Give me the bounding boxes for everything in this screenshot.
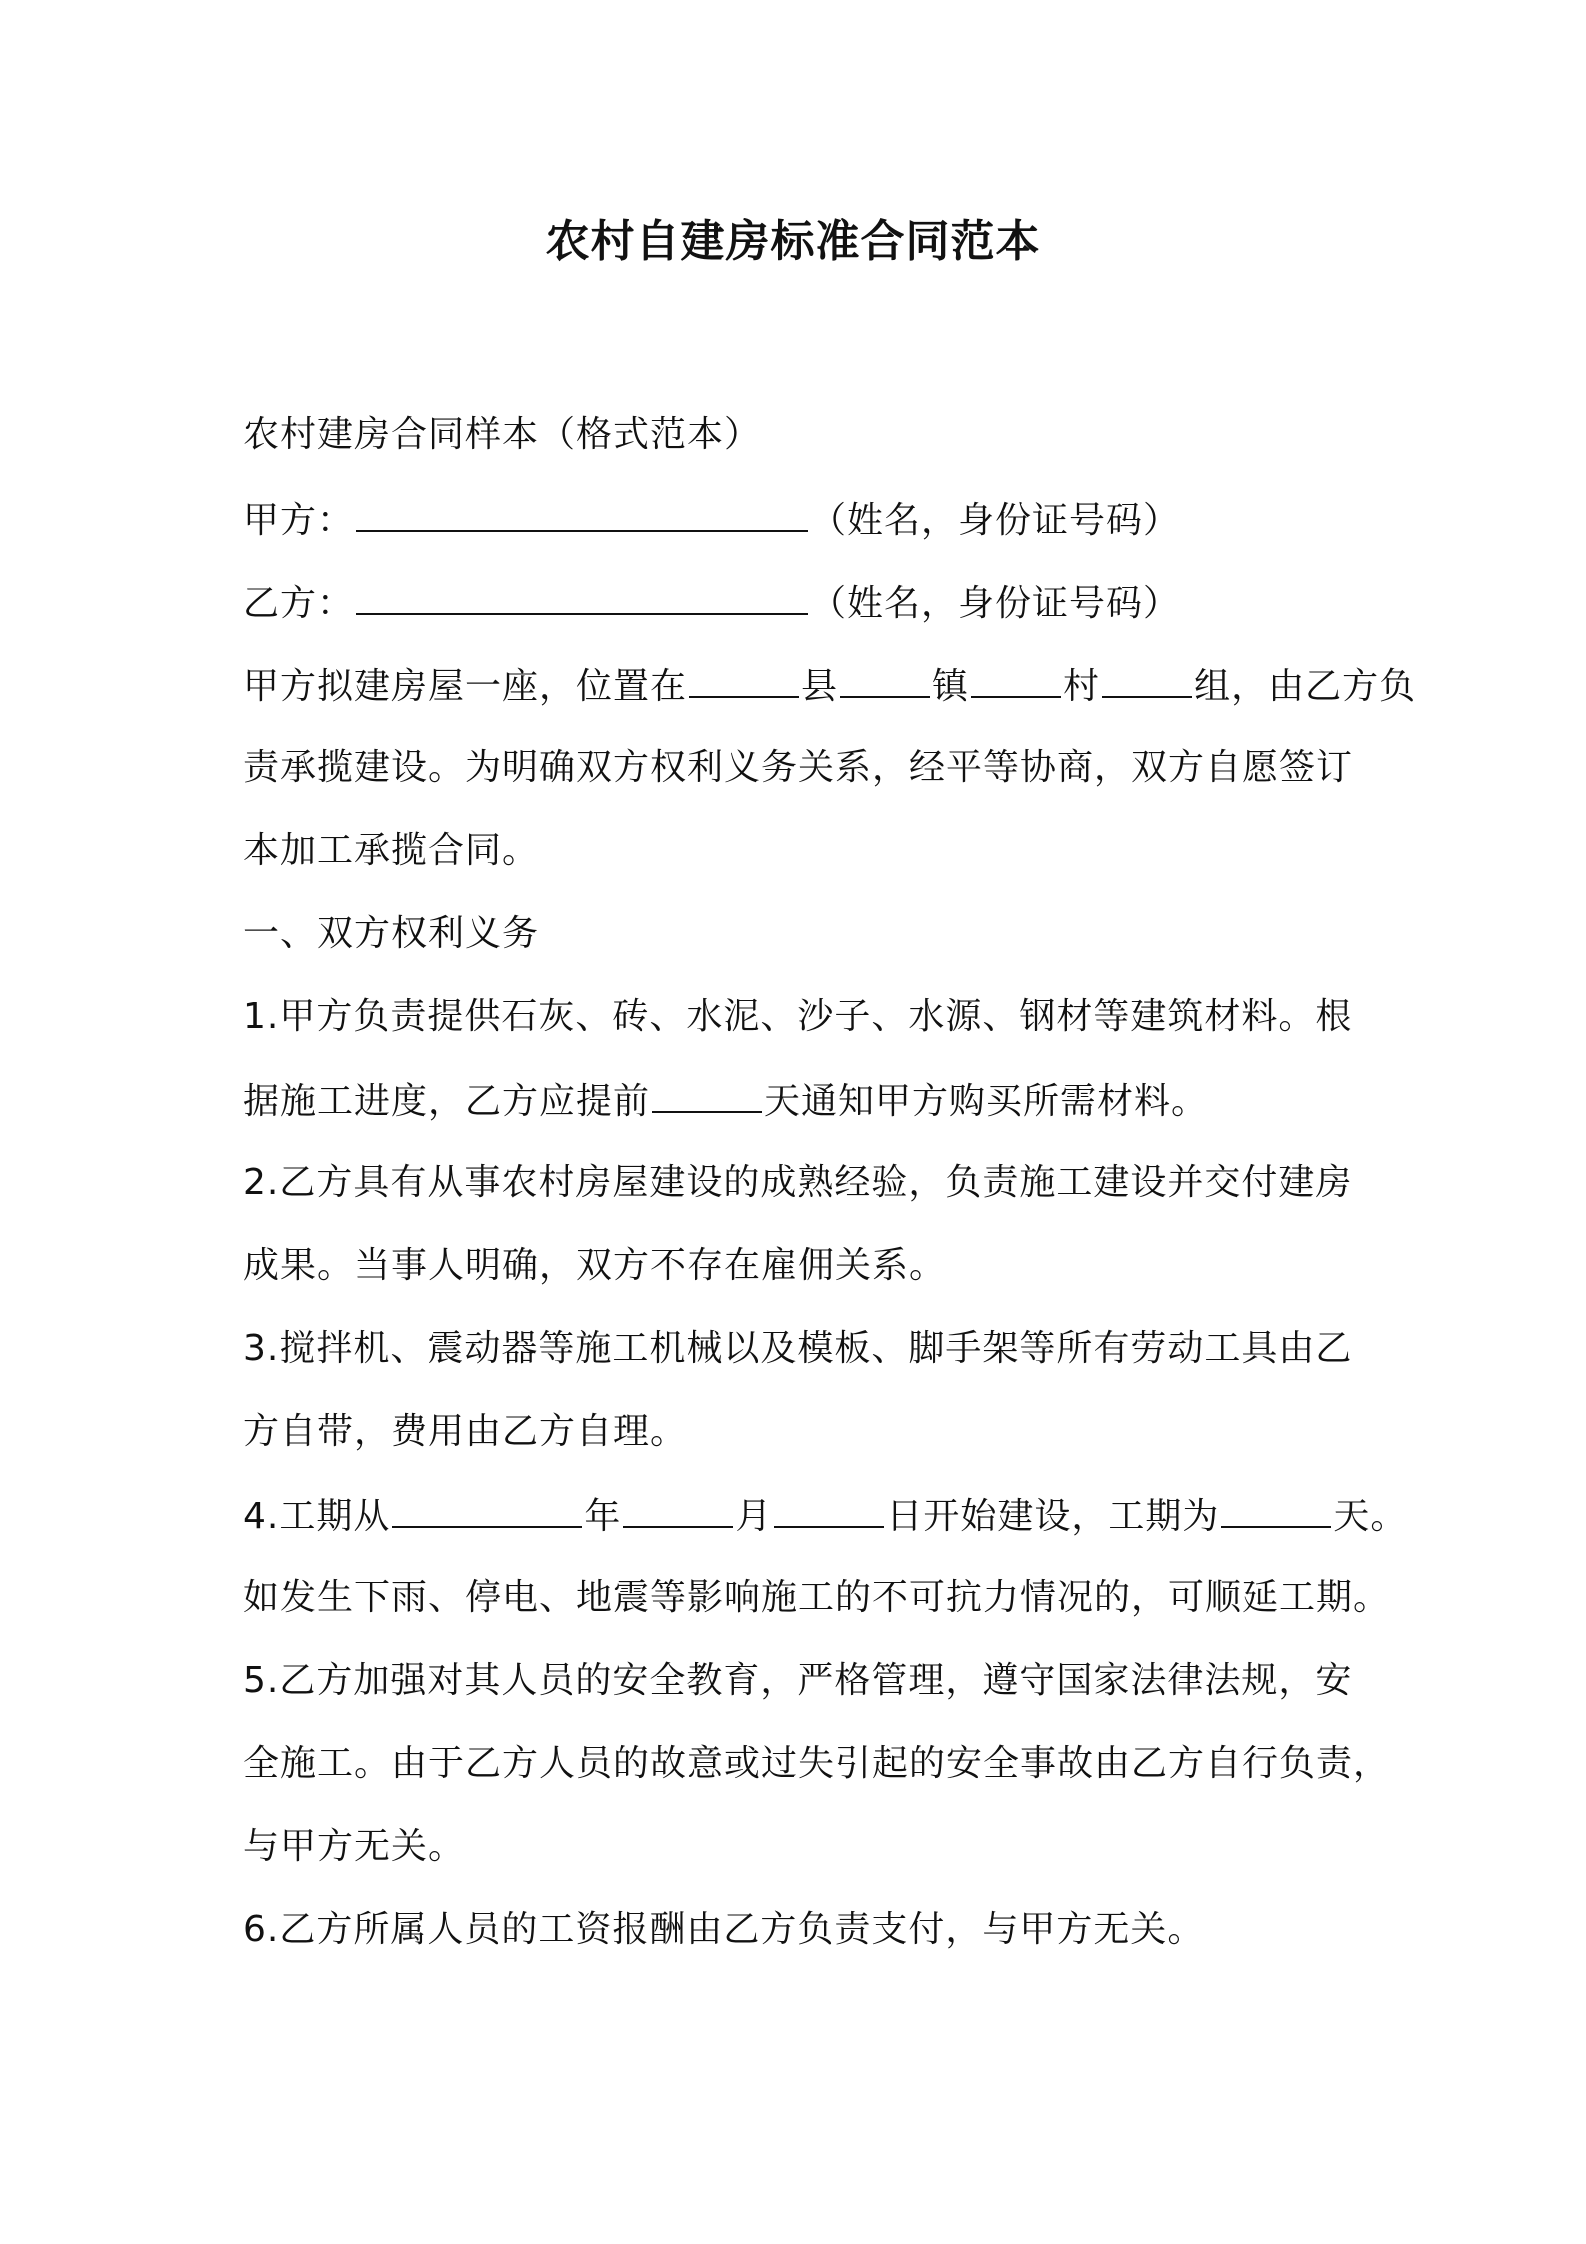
- notice-days-blank: [652, 1075, 762, 1113]
- clause-3-line-2: 方自带，费用由乙方自理。: [243, 1411, 688, 1452]
- town-label: 镇: [932, 666, 970, 707]
- party-a-line: [243, 494, 1180, 546]
- year-blank: [392, 1490, 582, 1528]
- intro-line-1: [243, 660, 1416, 712]
- duration-blank: [1221, 1490, 1331, 1528]
- county-blank: [689, 660, 799, 698]
- day-blank: [774, 1490, 884, 1528]
- clause-2-line-1: 2.乙方具有从事农村房屋建设的成熟经验，负责施工建设并交付建房: [243, 1162, 1353, 1203]
- group-blank: [1102, 660, 1192, 698]
- county-label: 县: [801, 666, 839, 707]
- clause-4-text-a: 4.工期从: [243, 1496, 391, 1537]
- town-blank: [840, 660, 930, 698]
- clause-1-line-1: 1.甲方负责提供石灰、砖、水泥、沙子、水源、钢材等建筑材料。根: [243, 996, 1353, 1037]
- clause-1-text-b: 天通知甲方购买所需材料。: [764, 1081, 1209, 1122]
- party-a-blank: [356, 494, 808, 532]
- party-b-label: 乙方：: [243, 583, 355, 624]
- year-label: 年: [584, 1496, 622, 1537]
- village-label: 村: [1063, 666, 1101, 707]
- clause-6-line-1: 6.乙方所属人员的工资报酬由乙方负责支付，与甲方无关。: [243, 1909, 1205, 1950]
- clause-1-line-2: [243, 1075, 1208, 1127]
- clause-2-line-2: 成果。当事人明确，双方不存在雇佣关系。: [243, 1245, 947, 1286]
- intro-end: 组，由乙方负: [1194, 666, 1417, 707]
- clause-4-line-1: [243, 1490, 1407, 1542]
- day-label: 日开始建设，工期为: [886, 1496, 1220, 1537]
- clause-1-text-a: 据施工进度，乙方应提前: [243, 1081, 651, 1122]
- clause-5-line-3: 与甲方无关。: [243, 1826, 466, 1867]
- party-a-label: 甲方：: [243, 500, 355, 541]
- month-label: 月: [735, 1496, 773, 1537]
- document-subtitle: 农村建房合同样本（格式范本）: [243, 414, 762, 455]
- clause-5-line-1: 5.乙方加强对其人员的安全教育，严格管理，遵守国家法律法规，安: [243, 1660, 1353, 1701]
- clause-4-end: 天。: [1333, 1496, 1408, 1537]
- clause-5-line-2: 全施工。由于乙方人员的故意或过失引起的安全事故由乙方自行负责，: [243, 1743, 1391, 1784]
- intro-text: 甲方拟建房屋一座，位置在: [243, 666, 688, 707]
- document-title: 农村自建房标准合同范本: [545, 216, 1041, 267]
- party-b-hint: （姓名，身份证号码）: [810, 583, 1181, 624]
- party-b-line: [243, 577, 1180, 629]
- clause-4-line-2: 如发生下雨、停电、地震等影响施工的不可抗力情况的，可顺延工期。: [243, 1577, 1391, 1618]
- party-b-blank: [356, 577, 808, 615]
- intro-line-2: 责承揽建设。为明确双方权利义务关系，经平等协商，双方自愿签订: [243, 747, 1354, 788]
- clause-3-line-1: 3.搅拌机、震动器等施工机械以及模板、脚手架等所有劳动工具由乙: [243, 1328, 1353, 1369]
- month-blank: [623, 1490, 733, 1528]
- section-1-heading: 一、双方权利义务: [243, 913, 540, 954]
- intro-line-3: 本加工承揽合同。: [243, 830, 540, 871]
- village-blank: [971, 660, 1061, 698]
- party-a-hint: （姓名，身份证号码）: [810, 500, 1181, 541]
